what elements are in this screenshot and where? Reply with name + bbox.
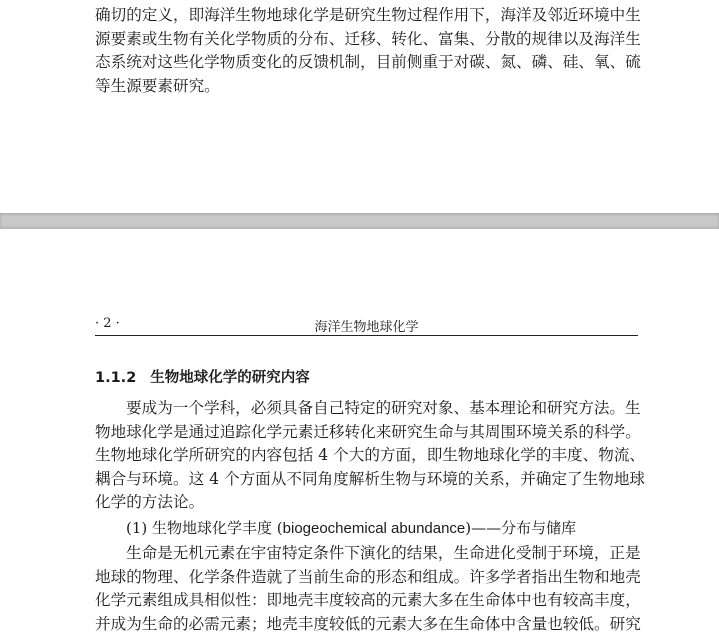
- section-number: 1.1.2: [95, 370, 137, 386]
- text-line: 要成为一个学科，必须具备自己特定的研究对象、基本理论和研究方法。生: [126, 399, 641, 417]
- running-header: [95, 316, 638, 336]
- text-line: 等生源要素研究。: [95, 76, 220, 95]
- page-separator: [0, 213, 719, 229]
- top-paragraph: [95, 4, 640, 98]
- text-line: 源要素或生物有关化学物质的分布、迁移、转化、富集、分散的规律以及海洋生: [95, 29, 641, 48]
- text-line: 生物地球化学所研究的内容包括 4 个大的方面，即生物地球化学的丰度、物流、: [95, 446, 646, 465]
- section-title: 生物地球化学的研究内容: [150, 370, 310, 386]
- page-number: · 2 ·: [95, 316, 120, 331]
- text-line: 生命是无机元素在宇宙特定条件下演化的结果，生命进化受制于环境，正是: [126, 544, 641, 562]
- text-line: 地球的物理、化学条件造就了当前生命的形态和组成。许多学者指出生物和地壳: [95, 567, 641, 586]
- section-heading: [95, 366, 310, 387]
- text-line: 物地球化学是通过追踪化学元素迁移转化来研究生命与其周围环境关系的科学。: [95, 422, 641, 441]
- text-line: 化学的方法论。: [95, 493, 205, 512]
- text-line: 态系统对这些化学物质变化的反馈机制，目前侧重于对碳、氮、磷、硅、氧、硫: [95, 53, 641, 72]
- text-line: 确切的定义，即海洋生物地球化学是研究生物过程作用下，海洋及邻近环境中生: [95, 6, 641, 24]
- text-line: 并成为生命的必需元素；地壳丰度较低的元素大多在生命体中含量也较低。研究: [95, 614, 641, 633]
- paragraph-abundance: [95, 542, 640, 636]
- running-title: 海洋生物地球化学: [314, 320, 419, 335]
- subheading-english: biogeochemical abundance: [282, 520, 466, 537]
- paragraph-intro: [95, 397, 646, 515]
- subheading-prefix: (1) 生物地球化学丰度 (: [126, 519, 283, 537]
- text-line: 化学元素组成具相似性：即地壳丰度较高的元素大多在生命体中也有较高丰度，: [95, 591, 641, 610]
- subheading-suffix: )——分布与储库: [465, 519, 577, 537]
- text-line: 耦合与环境。这 4 个方面从不同角度解析生物与环境的关系，并确定了生物地球: [95, 469, 646, 488]
- subheading: [126, 517, 576, 538]
